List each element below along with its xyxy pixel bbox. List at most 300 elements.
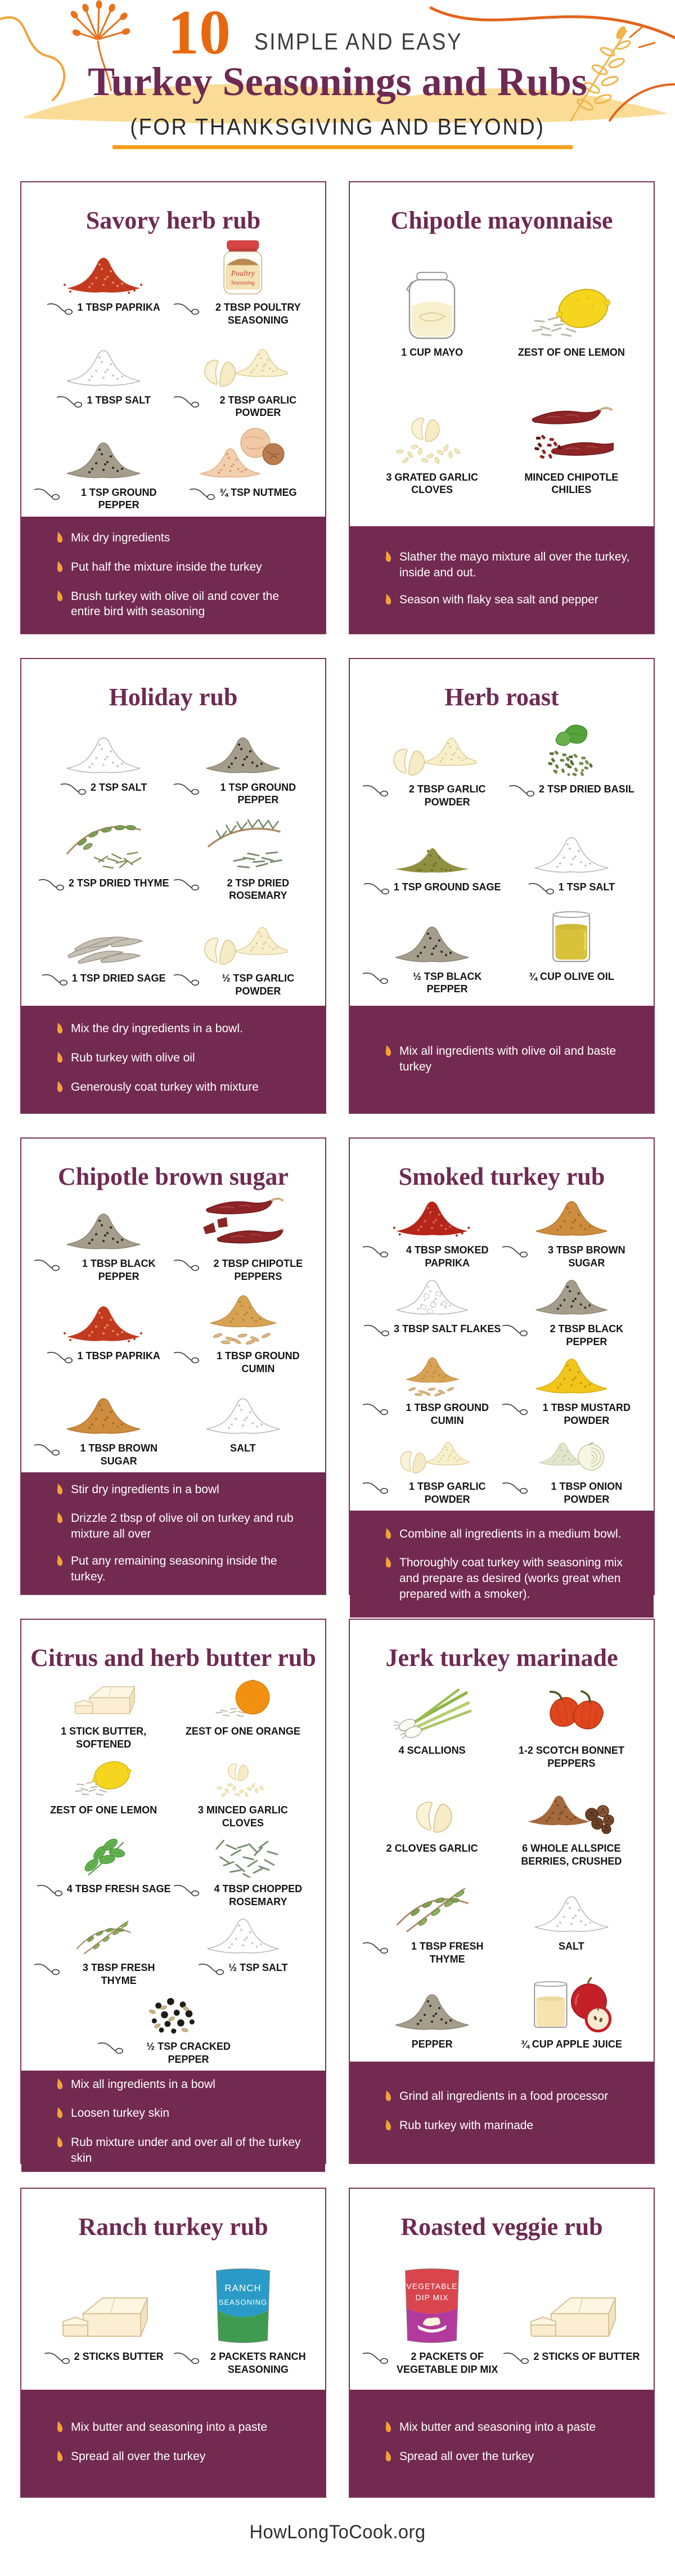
ingredient-label: SALT	[559, 1941, 584, 1952]
ingredient-label: 2 PACKETS RANCH SEASONING	[210, 2351, 306, 2375]
brown-sugar-pile-icon	[530, 1196, 613, 1239]
spoon-icon	[47, 302, 73, 319]
instruction-text: Thoroughly coat turkey with seasoning mix and prepare as desired (works great when prepared with a smoker).	[399, 1556, 623, 1601]
spoon-icon	[37, 1883, 62, 1900]
instruction-step	[385, 1043, 632, 1074]
card-title: Jerk turkey marinade	[385, 1644, 618, 1672]
ingredient-label-row	[502, 1401, 641, 1427]
salt-pile-icon	[201, 1381, 285, 1437]
ingredient-label-row	[186, 1725, 300, 1738]
ingredient	[362, 1879, 502, 1965]
svg-text:DIP MIX: DIP MIX	[415, 2293, 449, 2302]
instruction-text: Mix all ingredients with olive oil and baste turkey	[399, 1045, 616, 1073]
salt-pile-icon	[61, 720, 146, 776]
ingredient-label: PEPPER	[411, 2039, 453, 2050]
ingredient	[173, 2255, 313, 2376]
dried-rosemary-icon	[202, 816, 284, 872]
ingredient	[173, 1677, 313, 1750]
instruction-step	[56, 1021, 304, 1039]
instruction-step	[56, 530, 304, 548]
ground-pepper-pile-icon	[390, 909, 474, 965]
ingredient	[34, 816, 173, 902]
ingredient-label: 3 TBSP FRESH THYME	[82, 1962, 155, 1986]
ingredient	[34, 1835, 173, 1908]
dried-sage-icon	[61, 911, 146, 967]
pencil-bullet-icon	[385, 2119, 393, 2136]
ingredient-label: 4 TBSP CHOPPED ROSEMARY	[214, 1883, 303, 1907]
spoon-icon	[502, 1244, 528, 1261]
lemon-zest-icon	[529, 265, 614, 341]
ingredient-label: ¾ TSP NUTMEG	[219, 486, 297, 498]
ingredient-label: 1 TBSP GARLIC POWDER	[408, 1481, 486, 1505]
instruction-text: Brush turkey with olive oil and cover the entire bird with seasoning	[71, 589, 280, 619]
ground-cumin-icon	[201, 1288, 285, 1345]
page-title: Turkey Seasonings and Rubs	[88, 59, 587, 104]
chipotle-peppers-icon	[202, 1196, 284, 1252]
ingredient-label: 6 WHOLE ALLSPICE BERRIES, CRUSHED	[521, 1843, 622, 1867]
instruction-step	[56, 1511, 304, 1542]
card-row	[20, 658, 655, 1114]
pencil-bullet-icon	[385, 2421, 393, 2438]
spoon-icon	[173, 1883, 199, 1900]
ingredients-grid	[350, 711, 654, 1006]
scotch-bonnet-peppers-icon	[534, 1683, 609, 1739]
instruction-text: Drizzle 2 tbsp of olive oil on turkey and rub mixture all over	[71, 1512, 294, 1541]
ingredient	[173, 720, 313, 807]
ingredient	[362, 819, 502, 898]
ingredient-label: 1 TBSP SALT	[87, 394, 151, 406]
ingredients-grid	[21, 235, 325, 517]
ingredient-label-row	[363, 1323, 501, 1340]
ingredient-label: 2 TBSP BLACK PEPPER	[550, 1323, 624, 1347]
instruction-step	[56, 1050, 304, 1068]
ingredient-label: 2 CLOVES GARLIC	[386, 1843, 478, 1854]
ingredient	[173, 1756, 313, 1829]
ingredient-label-row	[399, 1744, 466, 1757]
ingredient-label-row	[189, 486, 297, 504]
spoon-icon	[362, 1244, 388, 1261]
ingredient	[34, 425, 173, 512]
ingredients-grid	[21, 2241, 325, 2390]
ingredient-label-row	[198, 1961, 287, 1979]
ingredient-label-row	[47, 301, 160, 319]
ingredients-grid	[350, 1191, 654, 1511]
ingredient-label-row	[173, 301, 313, 326]
spoon-icon	[362, 1402, 388, 1419]
ingredient	[362, 1977, 502, 2051]
ingredient-label-row	[44, 2350, 164, 2368]
instruction-text: Rub turkey with olive oil	[71, 1051, 195, 1065]
instruction-step	[385, 549, 632, 580]
instruction-step	[56, 2449, 304, 2467]
salt-pile-icon	[529, 819, 614, 876]
svg-text:VEGETABLE: VEGETABLE	[406, 2282, 458, 2291]
spoon-icon	[56, 395, 82, 411]
ingredient-label-row	[38, 877, 169, 894]
instruction-step	[56, 2420, 304, 2438]
salt-pile-icon	[529, 1879, 614, 1935]
ingredient-label-row	[502, 1480, 641, 1506]
ingredient	[362, 1683, 502, 1769]
dip-mix-packet-icon	[398, 2255, 466, 2345]
ingredient	[34, 1381, 173, 1467]
ingredient-label: 1 TBSP ONION POWDER	[551, 1481, 623, 1505]
header-underline	[112, 145, 573, 149]
mayo-jar-icon	[400, 265, 464, 341]
ingredient-label: 1 TBSP PAPRIKA	[77, 302, 160, 313]
cards-grid	[0, 181, 675, 2498]
ingredients-grid	[21, 1191, 325, 1472]
spoon-icon	[34, 1962, 60, 1979]
spoon-icon	[362, 2351, 388, 2368]
ingredient-label: ¾ CUP APPLE JUICE	[520, 2039, 622, 2050]
card-title: Roasted veggie rub	[400, 2213, 603, 2241]
garlic-powder-icon	[198, 911, 288, 967]
ingredient-label-row	[34, 486, 173, 512]
ingredient	[34, 1196, 173, 1283]
instruction-text: Spread all over the turkey	[71, 2450, 206, 2463]
chopped-rosemary-icon	[208, 1835, 278, 1878]
ingredient-label-row	[34, 1961, 173, 1987]
ingredient-label-row	[529, 970, 614, 983]
recipe-card	[20, 1137, 326, 1595]
ingredient	[34, 2255, 173, 2376]
ingredient	[34, 1992, 312, 2066]
instruction-step	[385, 1526, 632, 1544]
pencil-bullet-icon	[56, 2107, 64, 2123]
instructions-panel	[350, 1511, 654, 1618]
ingredient-label-row	[97, 2040, 249, 2066]
spoon-icon	[34, 487, 60, 504]
minced-chipotle-icon	[529, 389, 614, 466]
ingredient	[34, 1756, 173, 1829]
fresh-thyme-icon	[73, 1914, 134, 1956]
recipe-card	[20, 2188, 326, 2498]
ingredient	[502, 2255, 641, 2376]
card-row	[20, 2188, 655, 2498]
ingredient	[173, 425, 313, 512]
instruction-text: Combine all ingredients in a medium bowl.	[399, 1527, 622, 1540]
ingredient	[362, 1196, 502, 1269]
ingredient	[502, 265, 641, 359]
ingredient-label: 1 TBSP PAPRIKA	[77, 1350, 160, 1361]
spoon-icon	[173, 1350, 199, 1367]
recipe-card	[349, 658, 655, 1114]
ingredient-label: 1 TSP GROUND PEPPER	[80, 486, 157, 511]
ingredient-label-row	[173, 781, 313, 807]
ingredient-label: 2 TSP DRIED ROSEMARY	[227, 877, 290, 901]
ingredient-label: 2 STICKS OF BUTTER	[533, 2351, 640, 2362]
spoon-icon	[173, 877, 199, 894]
spoon-icon	[173, 395, 199, 411]
pencil-bullet-icon	[56, 1483, 64, 1500]
ingredient	[502, 909, 641, 996]
instructions-panel	[21, 1472, 325, 1594]
spoon-icon	[38, 877, 64, 894]
ingredient	[502, 722, 641, 808]
ingredients-grid	[21, 1672, 325, 2071]
ingredient	[34, 1677, 173, 1750]
card-row	[20, 181, 655, 634]
ground-pepper-pile-icon	[530, 1275, 613, 1318]
instruction-text: Mix dry ingredients	[71, 531, 170, 545]
pencil-bullet-icon	[56, 531, 64, 548]
ground-pepper-pile-icon	[61, 1196, 146, 1252]
spoon-icon	[44, 2351, 70, 2368]
spoon-icon	[173, 1258, 199, 1275]
ingredient-label: 1 TSP DRIED SAGE	[71, 973, 166, 984]
ingredient-label: 1 TBSP GROUND CUMIN	[406, 1402, 489, 1426]
instructions-panel	[350, 2390, 654, 2497]
ingredient-label-row	[34, 1257, 173, 1283]
ingredient-label: 2 TBSP CHIPOTLE PEPPERS	[213, 1258, 303, 1282]
instructions-panel	[21, 2071, 325, 2172]
instruction-step	[385, 2449, 632, 2467]
instruction-text: Mix all ingredients in a bowl	[71, 2077, 215, 2091]
spoon-icon	[34, 1258, 60, 1275]
ingredient	[173, 1381, 313, 1467]
recipe-card	[349, 181, 655, 634]
ingredient-label: ZEST OF ONE ORANGE	[185, 1726, 300, 1737]
ingredient-label-row	[182, 1804, 303, 1829]
ingredient	[362, 2255, 502, 2376]
instructions-panel	[350, 526, 654, 633]
garlic-powder-icon	[395, 1432, 469, 1475]
butter-stick-icon	[58, 2255, 148, 2345]
ingredient	[34, 720, 173, 807]
ingredient-label-row	[173, 972, 313, 997]
spoon-icon	[502, 1481, 528, 1498]
apple-juice-icon	[530, 1977, 613, 2033]
instruction-text: Generously coat turkey with mixture	[71, 1080, 259, 1094]
ingredient-label-row	[173, 394, 313, 419]
pencil-bullet-icon	[56, 590, 64, 620]
ingredient	[502, 389, 641, 496]
ingredient-label: 1 TBSP GROUND CUMIN	[216, 1350, 300, 1374]
spoon-icon	[60, 782, 86, 799]
ingredient-label: 2 PACKETS OF VEGETABLE DIP MIX	[396, 2351, 498, 2375]
ingredient	[362, 1354, 502, 1427]
ingredient	[173, 1835, 313, 1908]
header	[0, 0, 675, 181]
pencil-bullet-icon	[56, 1022, 64, 1039]
pencil-bullet-icon	[385, 1527, 393, 1544]
dried-thyme-icon	[62, 816, 145, 872]
fresh-thyme-icon	[392, 1879, 472, 1935]
spoon-icon	[97, 2041, 123, 2058]
card-title: Smoked turkey rub	[398, 1163, 605, 1190]
ingredient-label-row	[372, 471, 493, 496]
ingredients-grid	[350, 235, 654, 526]
instruction-text: Put any remaining seasoning inside the turkey.	[71, 1554, 277, 1583]
allspice-berries-icon	[526, 1781, 616, 1837]
ingredient	[173, 333, 313, 419]
ingredient-label-row	[386, 1842, 478, 1855]
svg-text:SEASONING: SEASONING	[218, 2298, 267, 2306]
pencil-bullet-icon	[56, 1554, 64, 1584]
cracked-pepper-icon	[135, 1992, 212, 2035]
spoon-icon	[42, 973, 68, 989]
recipe-card	[20, 658, 326, 1114]
spoon-icon	[362, 971, 388, 988]
ingredient	[173, 816, 313, 902]
ingredient-label-row	[50, 1804, 157, 1817]
ingredient-label-row	[173, 2350, 313, 2376]
pencil-bullet-icon	[385, 593, 393, 610]
ingredient-label-row	[363, 881, 501, 898]
pencil-bullet-icon	[385, 1556, 393, 1602]
instructions-panel	[21, 1006, 325, 1113]
ingredient-label: ZEST OF ONE LEMON	[518, 347, 625, 359]
instructions-panel	[350, 1006, 654, 1113]
pencil-bullet-icon	[56, 2078, 64, 2095]
garlic-powder-icon	[198, 333, 288, 389]
instruction-text: Rub mixture under and over all of the turkey skin	[71, 2136, 301, 2165]
ingredient-label-row	[362, 1244, 502, 1269]
card-title: Herb roast	[444, 683, 559, 711]
ingredient-label: 4 TBSP SMOKED PAPRIKA	[406, 1244, 489, 1269]
spoon-icon	[173, 973, 199, 989]
ingredient	[502, 1683, 641, 1769]
paprika-pile-icon	[61, 1288, 146, 1345]
paprika-pile-icon	[61, 240, 146, 296]
ingredient-label: 1 TBSP BLACK PEPPER	[82, 1258, 156, 1282]
spoon-icon	[173, 2351, 199, 2368]
spoon-icon	[362, 783, 388, 800]
svg-text:Seasoning: Seasoning	[231, 280, 255, 286]
instruction-text: Rub turkey with marinade	[399, 2119, 534, 2132]
spoon-icon	[173, 302, 199, 319]
instruction-step	[56, 1079, 304, 1097]
garlic-cloves-icon	[390, 1781, 474, 1837]
spoon-icon	[34, 1442, 60, 1459]
ingredient-label: 3 MINCED GARLIC CLOVES	[197, 1804, 288, 1829]
ingredient	[502, 1432, 641, 1506]
ingredient-label: 1 TBSP BROWN SUGAR	[80, 1442, 158, 1467]
ingredients-grid	[350, 1672, 654, 2062]
dried-basil-icon	[532, 722, 611, 778]
ingredient-label: 1 TBSP MUSTARD POWDER	[542, 1402, 631, 1426]
ingredient-label-row	[362, 1480, 502, 1506]
brown-sugar-pile-icon	[61, 1381, 146, 1437]
ingredient	[502, 1977, 641, 2051]
ingredient-label-row	[362, 1401, 502, 1427]
ingredient-label-row	[518, 346, 625, 359]
pencil-bullet-icon	[385, 2090, 393, 2107]
instructions-panel	[350, 2062, 654, 2163]
pencil-bullet-icon	[56, 2421, 64, 2438]
spoon-icon	[528, 881, 554, 898]
ingredient	[362, 1275, 502, 1348]
ingredients-grid	[21, 711, 325, 1006]
garlic-powder-icon	[387, 722, 477, 778]
ingredient-label: 3 TBSP BROWN SUGAR	[547, 1244, 626, 1269]
ingredient-label-row	[528, 881, 615, 898]
ingredient	[502, 1354, 641, 1427]
ingredient-label-row	[502, 1244, 641, 1269]
ingredient	[362, 909, 502, 996]
card-row	[20, 1137, 655, 1601]
ingredient	[502, 1879, 641, 1965]
card-title: Ranch turkey rub	[78, 2213, 268, 2241]
ingredient	[362, 1781, 502, 1867]
recipe-card	[20, 181, 326, 634]
ingredient-label-row	[173, 877, 313, 902]
ingredient	[502, 1196, 641, 1269]
ingredient-label: 1 TSP GROUND SAGE	[393, 881, 501, 893]
ingredient-label: SALT	[230, 1442, 256, 1454]
instruction-text: Put half the mixture inside the turkey	[71, 560, 262, 574]
mustard-pile-icon	[530, 1354, 613, 1396]
ingredient-label-row	[502, 1323, 641, 1348]
ingredient-label-row	[42, 972, 166, 989]
ingredient-label-row	[521, 2038, 622, 2051]
ingredient	[173, 240, 313, 326]
instruction-step	[385, 592, 632, 610]
butter-stick-icon	[72, 1677, 136, 1720]
ingredient	[173, 1288, 313, 1375]
ground-cumin-icon	[399, 1354, 466, 1396]
card-title: Chipotle brown sugar	[58, 1163, 289, 1190]
ingredient-label-row	[173, 1883, 313, 1908]
recipe-card	[349, 1619, 655, 2164]
ingredient-label-row	[412, 2038, 453, 2051]
card-title: Holiday rub	[109, 683, 238, 711]
salt-pile-icon	[202, 1914, 284, 1956]
grated-garlic-icon	[212, 1756, 274, 1799]
ingredient-label-row	[43, 1725, 164, 1750]
instruction-step	[56, 589, 304, 620]
ingredient-label: ½ TSP SALT	[228, 1962, 288, 1973]
poultry-seasoning-jar-icon	[218, 240, 268, 296]
instructions-panel	[21, 2390, 325, 2497]
olive-oil-glass-icon	[545, 909, 597, 965]
instruction-step	[56, 1482, 304, 1500]
instruction-step	[385, 2089, 632, 2107]
ingredient-label-row	[230, 1442, 256, 1455]
ingredient-label: 1-2 SCOTCH BONNET PEPPERS	[518, 1745, 624, 1769]
lemon-zest-icon	[73, 1756, 134, 1799]
ingredient	[502, 819, 641, 898]
ingredient-label: 2 TSP DRIED BASIL	[538, 783, 634, 795]
ingredient	[34, 911, 173, 997]
grated-garlic-icon	[390, 389, 474, 466]
instructions-panel	[21, 517, 325, 633]
recipe-card	[349, 1137, 655, 1601]
nutmeg-icon	[198, 425, 288, 481]
instruction-step	[56, 2135, 304, 2166]
ranch-packet-icon	[209, 2255, 277, 2345]
orange-zest-icon	[214, 1677, 272, 1720]
ingredient	[362, 265, 502, 359]
ingredient-label: 3 TBSP SALT FLAKES	[393, 1323, 501, 1334]
salt-flakes-icon	[391, 1275, 473, 1318]
ground-sage-pile-icon	[390, 819, 474, 876]
site-credit: HowLongToCook.org	[249, 2521, 426, 2543]
ingredient	[34, 333, 173, 419]
salt-pile-icon	[61, 333, 146, 389]
butter-stick-icon	[526, 2255, 616, 2345]
recipe-card	[20, 1619, 326, 2164]
ingredient-label-row	[511, 1842, 632, 1867]
ingredient	[362, 389, 502, 496]
pencil-bullet-icon	[385, 550, 393, 580]
ingredient-label-row	[60, 781, 147, 799]
card-row	[20, 1619, 655, 2164]
ingredient-label: 2 TSP DRIED THYME	[68, 877, 169, 889]
pencil-bullet-icon	[56, 1051, 64, 1068]
ingredient-label: 1 TSP GROUND PEPPER	[220, 781, 296, 806]
